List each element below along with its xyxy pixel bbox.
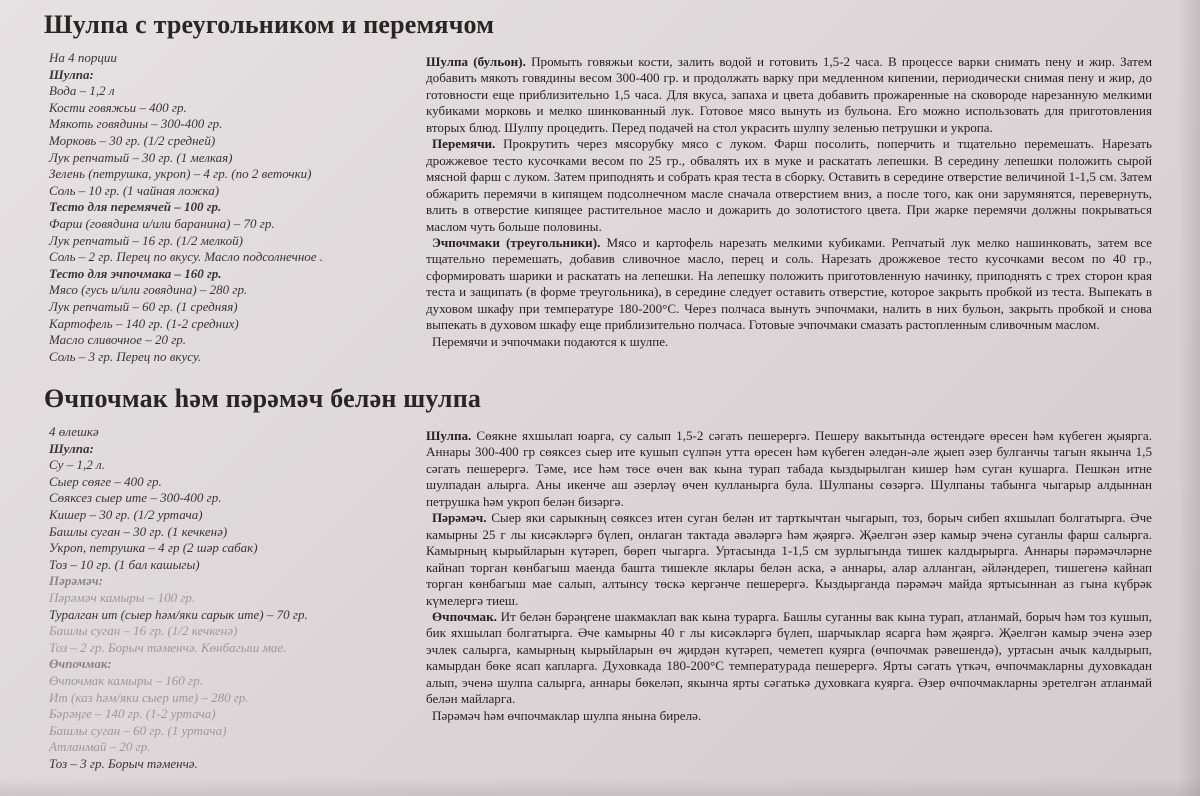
- ingredient-line: Мякоть говядины – 300-400 гр.: [49, 116, 223, 132]
- paper-edge-shadow: [1178, 0, 1200, 796]
- ingredient-line: Вода – 1,2 л: [49, 83, 115, 99]
- russian-recipe-text: [426, 54, 1152, 350]
- ingredient-line: Тесто для перемячей – 100 гр.: [49, 199, 222, 215]
- ingredient-line: Пәрәмәч камыры – 100 гр.: [49, 589, 196, 605]
- ingredient-line: Өчпочмак:: [49, 656, 112, 672]
- tatar-ingredients-list: [49, 424, 419, 772]
- ingredient-line: Шулпа:: [49, 440, 94, 456]
- recipe-section-heading: Шулпа.: [426, 428, 472, 443]
- ingredient-line: 4 өлешкә: [49, 424, 99, 439]
- ingredient-line: Соль – 10 гр. (1 чайная ложка): [49, 182, 220, 198]
- ingredient-line: Сыер сөяге – 400 гр.: [49, 473, 162, 489]
- ingredient-line: Лук репчатый – 30 гр. (1 мелкая): [49, 149, 233, 165]
- recipe-paragraph: [426, 136, 1152, 235]
- ingredient-line: Атланмай – 20 гр.: [49, 739, 151, 755]
- recipe-section-heading: Шулпа (бульон).: [426, 54, 526, 69]
- ingredient-line: Кишер – 30 гр. (1/2 уртача): [49, 506, 203, 522]
- ingredient-line: Бәрәңге – 140 гр. (1-2 уртача): [49, 706, 216, 722]
- ingredient-line: Тоз – 10 гр. (1 бал кашыгы): [49, 556, 200, 572]
- tatar-recipe-text: [426, 428, 1152, 724]
- recipe-section-heading: Пәрәмәч.: [432, 510, 487, 526]
- ingredient-line: Пәрәмәч:: [49, 573, 103, 589]
- recipe-paragraph-text: Промыть говяжьи кости, залить водой и готовить 1,5-2 часа. В процессе варки снимать пену и жир. Затем добавить мякоть говядины весом 300-400 гр. и продолжать варку при медленном кипении, периодически снимая пену и жир, до готовности еще приблизительно 1,5 часа. Для вкуса, запаха и цвета добавить прожаренные на сковороде нарезанную мелкими кубиками морковь и мелко шинкованный лук. Готовое мясо вынуть из бульона. Его можно использовать для приготовления вторых блюд. Шулпу процедить. Перед подачей на стол украсить шулпу зеленью петрушки и укропа.: [426, 54, 1153, 135]
- ingredient-line: Сөяксез сыер ите – 300-400 гр.: [49, 490, 222, 506]
- ingredient-line: Масло сливочное – 20 гр.: [49, 332, 187, 348]
- recipe-section-heading: Өчпочмак.: [432, 608, 497, 624]
- recipe-paragraph: [426, 334, 1152, 350]
- ingredient-line: Соль – 2 гр. Перец по вкусу. Масло подсолнечное .: [49, 249, 324, 265]
- ingredient-line: Мясо (гусь и/или говядина) – 280 гр.: [49, 282, 248, 298]
- recipe-paragraph-text: Мясо и картофель нарезать мелкими кубиками. Репчатый лук мелко нашинковать, затем все тщательно перемешать, добавив сливочное масло, перец и соль. Нарезать дрожжевое тесто кусочками весом по 40 гр., сформировать шарики и раскатать на лепешки. На лепешку положить приготовленную начинку, приподнять с трех сторон края теста и защипать (в форме треугольника), в середине следует оставить отверстие, которое закрыть пробкой из теста. Выпекать в духовом шкафу при температуре 180-200°С. Через полчаса вынуть эчпочмаки, налить в них бульон, закрыть пробкой и снова выпекать в духовом шкафу еще приблизительно полчаса. Готовые эчпочмаки смазать растопленным сливочным маслом.: [426, 234, 1152, 333]
- recipe-paragraph: [426, 510, 1152, 609]
- ingredient-line: Морковь – 30 гр. (1/2 средней): [49, 132, 216, 148]
- ingredient-line: Лук репчатый – 60 гр. (1 средняя): [49, 298, 238, 314]
- ingredient-line: Башлы суган – 30 гр. (1 кечкенә): [49, 523, 228, 539]
- recipe-section-heading: Перемячи.: [432, 136, 496, 152]
- paper-bottom-shadow: [0, 778, 1200, 796]
- ingredient-line: Шулпа:: [49, 66, 94, 82]
- ingredient-line: Тоз – 2 гр. Борыч тәменчә. Көнбагыш мае.: [49, 639, 287, 655]
- recipe-paragraph-text: Перемячи и эчпочмаки подаются к шулпе.: [432, 333, 669, 349]
- ingredient-line: Туралган ит (сыер һәм/яки сарык ите) – 70 гр.: [49, 606, 308, 622]
- ingredient-line: Ит (каз һәм/яки сыер ите) – 280 гр.: [49, 689, 249, 705]
- ingredient-line: Тоз – 3 гр. Борыч тәменчә.: [49, 755, 198, 771]
- recipe-paragraph-text: Пәрәмәч һәм өчпочмаклар шулпа янына бирелә.: [432, 707, 702, 723]
- recipe-paragraph: [426, 708, 1152, 724]
- recipe-paragraph: [426, 428, 1152, 510]
- ingredient-line: Кости говяжьи – 400 гр.: [49, 99, 187, 115]
- ingredient-line: Башлы суган – 60 гр. (1 уртача): [49, 722, 227, 738]
- ingredient-line: Башлы суган – 16 гр. (1/2 кечкенә): [49, 623, 238, 639]
- recipe-paragraph-text: Сыер яки сарыкның сөяксез итен суган белән ит тарткычтан чыгарып, тоз, борыч сибеп яхшылап болгатырга. Әче камырны 25 г лы кисәкләргә бүлеп, онлаган тактада әвәләргә һәм җәяргә. Җәелгән әзер камыр эченә суганлы фарш салырга. Камырның кырыйларын күтәреп, бөреп чыгарга. Уртасында 1-1,5 см зурлыгында тишек калдырырга. Аннары пәрәмәчләрне кайнап торган көнбагыш маенда башта тишекле яклары белән аска, ә аннары, алар алланган, әйләндереп, тишегенә кайнап торган көнбагыш мае салып, алтынсу төскә кергәнче пешерергә. Кыздырганда пәрәмәч майда яртысыннан аз гына күбрәк күмелергә тиеш.: [426, 510, 1152, 608]
- ingredient-line: Картофель – 140 гр. (1-2 средних): [49, 315, 239, 331]
- recipe-paragraph-text: Ит белән бәрәңгене шакмаклап вак кына турарга. Башлы суганны вак кына турап, атланмай, борыч һәм тоз кушып, бик яхшылап болгатырга. Әче камырны 40 г лы кисәкләргә бүлеп, шарчыклар ясарга һәм җәяргә. Җәелгән камыр эченә әзер эчлек салырга, камырның кырыйларын өч җирдән күтәреп, чеметеп куярга (өчпочмак рәвешендә), уртасын ачык калдырып, камырдан бөке ясап капларга. Духовкада 180-200°С температурада пешерергә. Ярты сәгать үткәч, өчпочмакларны духовкадан алып, эченә шулпа салырга, аннары бөкеләп, якынча ярты сәгатькә духовкага куярга. Әзер өчпочмакларны эретелгән атланмай белән майларга.: [426, 608, 1152, 707]
- ingredient-line: Фарш (говядина и/или баранина) – 70 гр.: [49, 215, 275, 231]
- recipe-paragraph-text: Сөякне яхшылап юарга, су салып 1,5-2 сәгать пешерергә. Пешеру вакытында өстендәге өресен һәм күбеген җыярга. Аннары 300-400 гр сөяксез сыер ите кушып сүлпән утта өресен һәм күбеген әледән-әле җыеп әзер булганчы тагын якынча 1,5 сәгать пешерергә. Тәме, исе һәм төсе өчен вак кына турап табада кыздырылган кишер һәм суган кушарга. Пешкән итне шулпадан алырга. Аны икенче аш әзерләү өчен кулланырга була. Шулпаны сөзәргә. Шулпаны табынга чыгарыр алдыннан петрушка һәм укроп белән бизәргә.: [426, 428, 1152, 509]
- recipe-section-heading: Эчпочмаки (треугольники).: [432, 234, 601, 250]
- ingredient-line: На 4 порции: [49, 50, 117, 65]
- recipe-paragraph-text: Прокрутить через мясорубку мясо с луком. Фарш посолить, поперчить и тщательно перемешать. Нарезать дрожжевое тесто кусочками весом по 25 гр., обвалять их в муке и раскатать лепешки. В середину лепешки положить сырой мясной фарш с луком. Затем приподнять и собрать края теста в сборку. Оставить в середине отверстие величиной 1-1,5 см. Затем обжарить перемячи в кипящем подсолнечном масле сначала отверстием вниз, а после того, как они зарумянятся, перевернуть, влить в отверстие кипящее растительное масло и дожарить до золотистого цвета. При жарке перемячи должны покрываться маслом чуть больше половины.: [426, 136, 1152, 234]
- russian-title: Шулпа с треугольником и перемячом: [44, 10, 495, 39]
- tatar-title: Өчпочмак һәм пәрәмәч белән шулпа: [44, 384, 482, 413]
- recipe-paragraph: [426, 54, 1152, 136]
- recipe-paragraph: [426, 609, 1152, 708]
- ingredient-line: Зелень (петрушка, укроп) – 4 гр. (по 2 веточки): [49, 166, 312, 182]
- ingredient-line: Соль – 3 гр. Перец по вкусу.: [49, 348, 202, 364]
- recipe-paragraph: [426, 235, 1152, 334]
- ingredient-line: Су – 1,2 л.: [49, 457, 105, 473]
- russian-ingredients-list: [49, 50, 419, 365]
- ingredient-line: Укроп, петрушка – 4 гр (2 шәр сабак): [49, 540, 258, 556]
- ingredient-line: Тесто для эчпочмака – 160 гр.: [49, 265, 222, 281]
- ingredient-line: Лук репчатый – 16 гр. (1/2 мелкой): [49, 232, 243, 248]
- ingredient-line: Өчпочмак камыры – 160 гр.: [49, 672, 203, 688]
